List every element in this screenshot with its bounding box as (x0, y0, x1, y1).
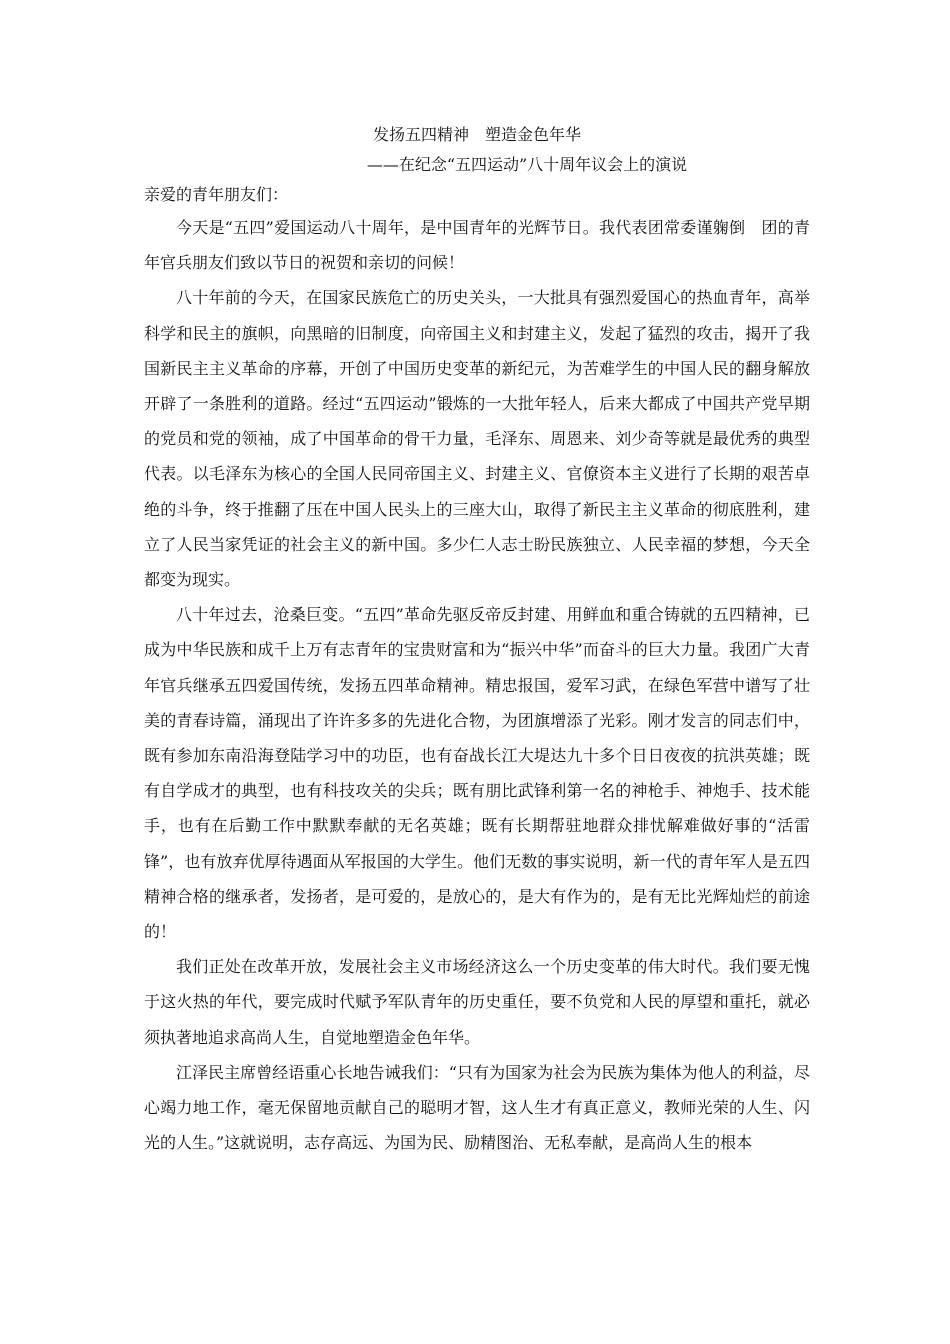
document-title: 发扬五四精神 塑造金色年华 (372, 125, 581, 144)
document-subtitle: ——在纪念“五四运动”八十周年议会上的演说 (366, 155, 688, 174)
paragraph-quote: 江泽民主席曾经语重心长地告诫我们：“只有为国家为社会为民族为集体为他人的利益，尽心竭力地工作，毫无保留地贡献自己的聪明才智，这人生才有真正意义，教师光荣的人生、闪光的人生。”这就说明，志存高远、为国为民、励精图治、无私奉献，是高尚人生的根本 (144, 1062, 810, 1153)
document-page (144, 120, 810, 1160)
paragraph-spirit: 八十年过去，沧桑巨变。“五四”革命先驱反帝反封建、用鲜血和重合铸就的五四精神，已成为中华民族和成千上万有志青年的宝贵财富和为“振兴中华”而奋斗的巨大力量。我团广大青年官兵继承五四爱国传统，发扬五四革命精神。精忠报国，爱军习武，在绿色军营中谱写了壮美的青春诗篇，涌现出了许许多多的先进化合物，为团旗增添了光彩。刚才发言的同志们中，既有参加东南沿海登陆学习中的功臣，也有奋战长江大堤达九十多个日日夜夜的抗洪英雄；既有自学成才的典型，也有科技攻关的尖兵；既有朋比武锋利第一名的神枪手、神炮手、技术能手，也有在后勤工作中默默奉献的无名英雄；既有长期帮驻地群众排忧解难做好事的“活雷锋”，也有放弃优厚待遇面从军报国的大学生。他们无数的事实说明，新一代的青年军人是五四精神合格的继承者，发扬者，是可爱的，是放心的，是大有作为的，是有无比光辉灿烂的前途的！ (144, 605, 810, 942)
paragraph-era: 我们正处在改革开放，发展社会主义市场经济这么一个历史变革的伟大时代。我们要无愧于这火热的年代，要完成时代赋予军队青年的历史重任，要不负党和人民的厚望和重托，就必须执著地追求高尚人生，自觉地塑造金色年华。 (144, 957, 810, 1047)
paragraph-greeting: 今天是“五四”爱国运动八十周年，是中国青年的光辉节日。我代表团常委谨躹倒 团的青年官兵朋友们致以节日的祝贺和亲切的问候！ (144, 218, 810, 273)
salutation: 亲爱的青年朋友们： (144, 185, 289, 204)
paragraph-history: 八十年前的今天，在国家民族危亡的历史关头，一大批具有强烈爱国心的热血青年，高举科学和民主的旗帜，向黑暗的旧制度，向帝国主义和封建主义，发起了猛烈的攻击，揭开了我国新民主主义革命的序幕，开创了中国历史变革的新纪元，为苦难学生的中国人民的翻身解放开辟了一条胜利的道路。经过“五四运动”锻炼的一大批年轻人，后来大都成了中国共产党早期的党员和党的领袖，成了中国革命的骨干力量，毛泽东、周恩来、刘少奇等就是最优秀的典型代表。以毛泽东为核心的全国人民同帝国主义、封建主义、官僚资本主义进行了长期的艰苦卓绝的斗争，终于推翻了压在中国人民头上的三座大山，取得了新民主主义革命的彻底胜利，建立了人民当家凭证的社会主义的新中国。多少仁人志士盼民族独立、人民幸福的梦想，今天全都变为现实。 (144, 288, 810, 590)
